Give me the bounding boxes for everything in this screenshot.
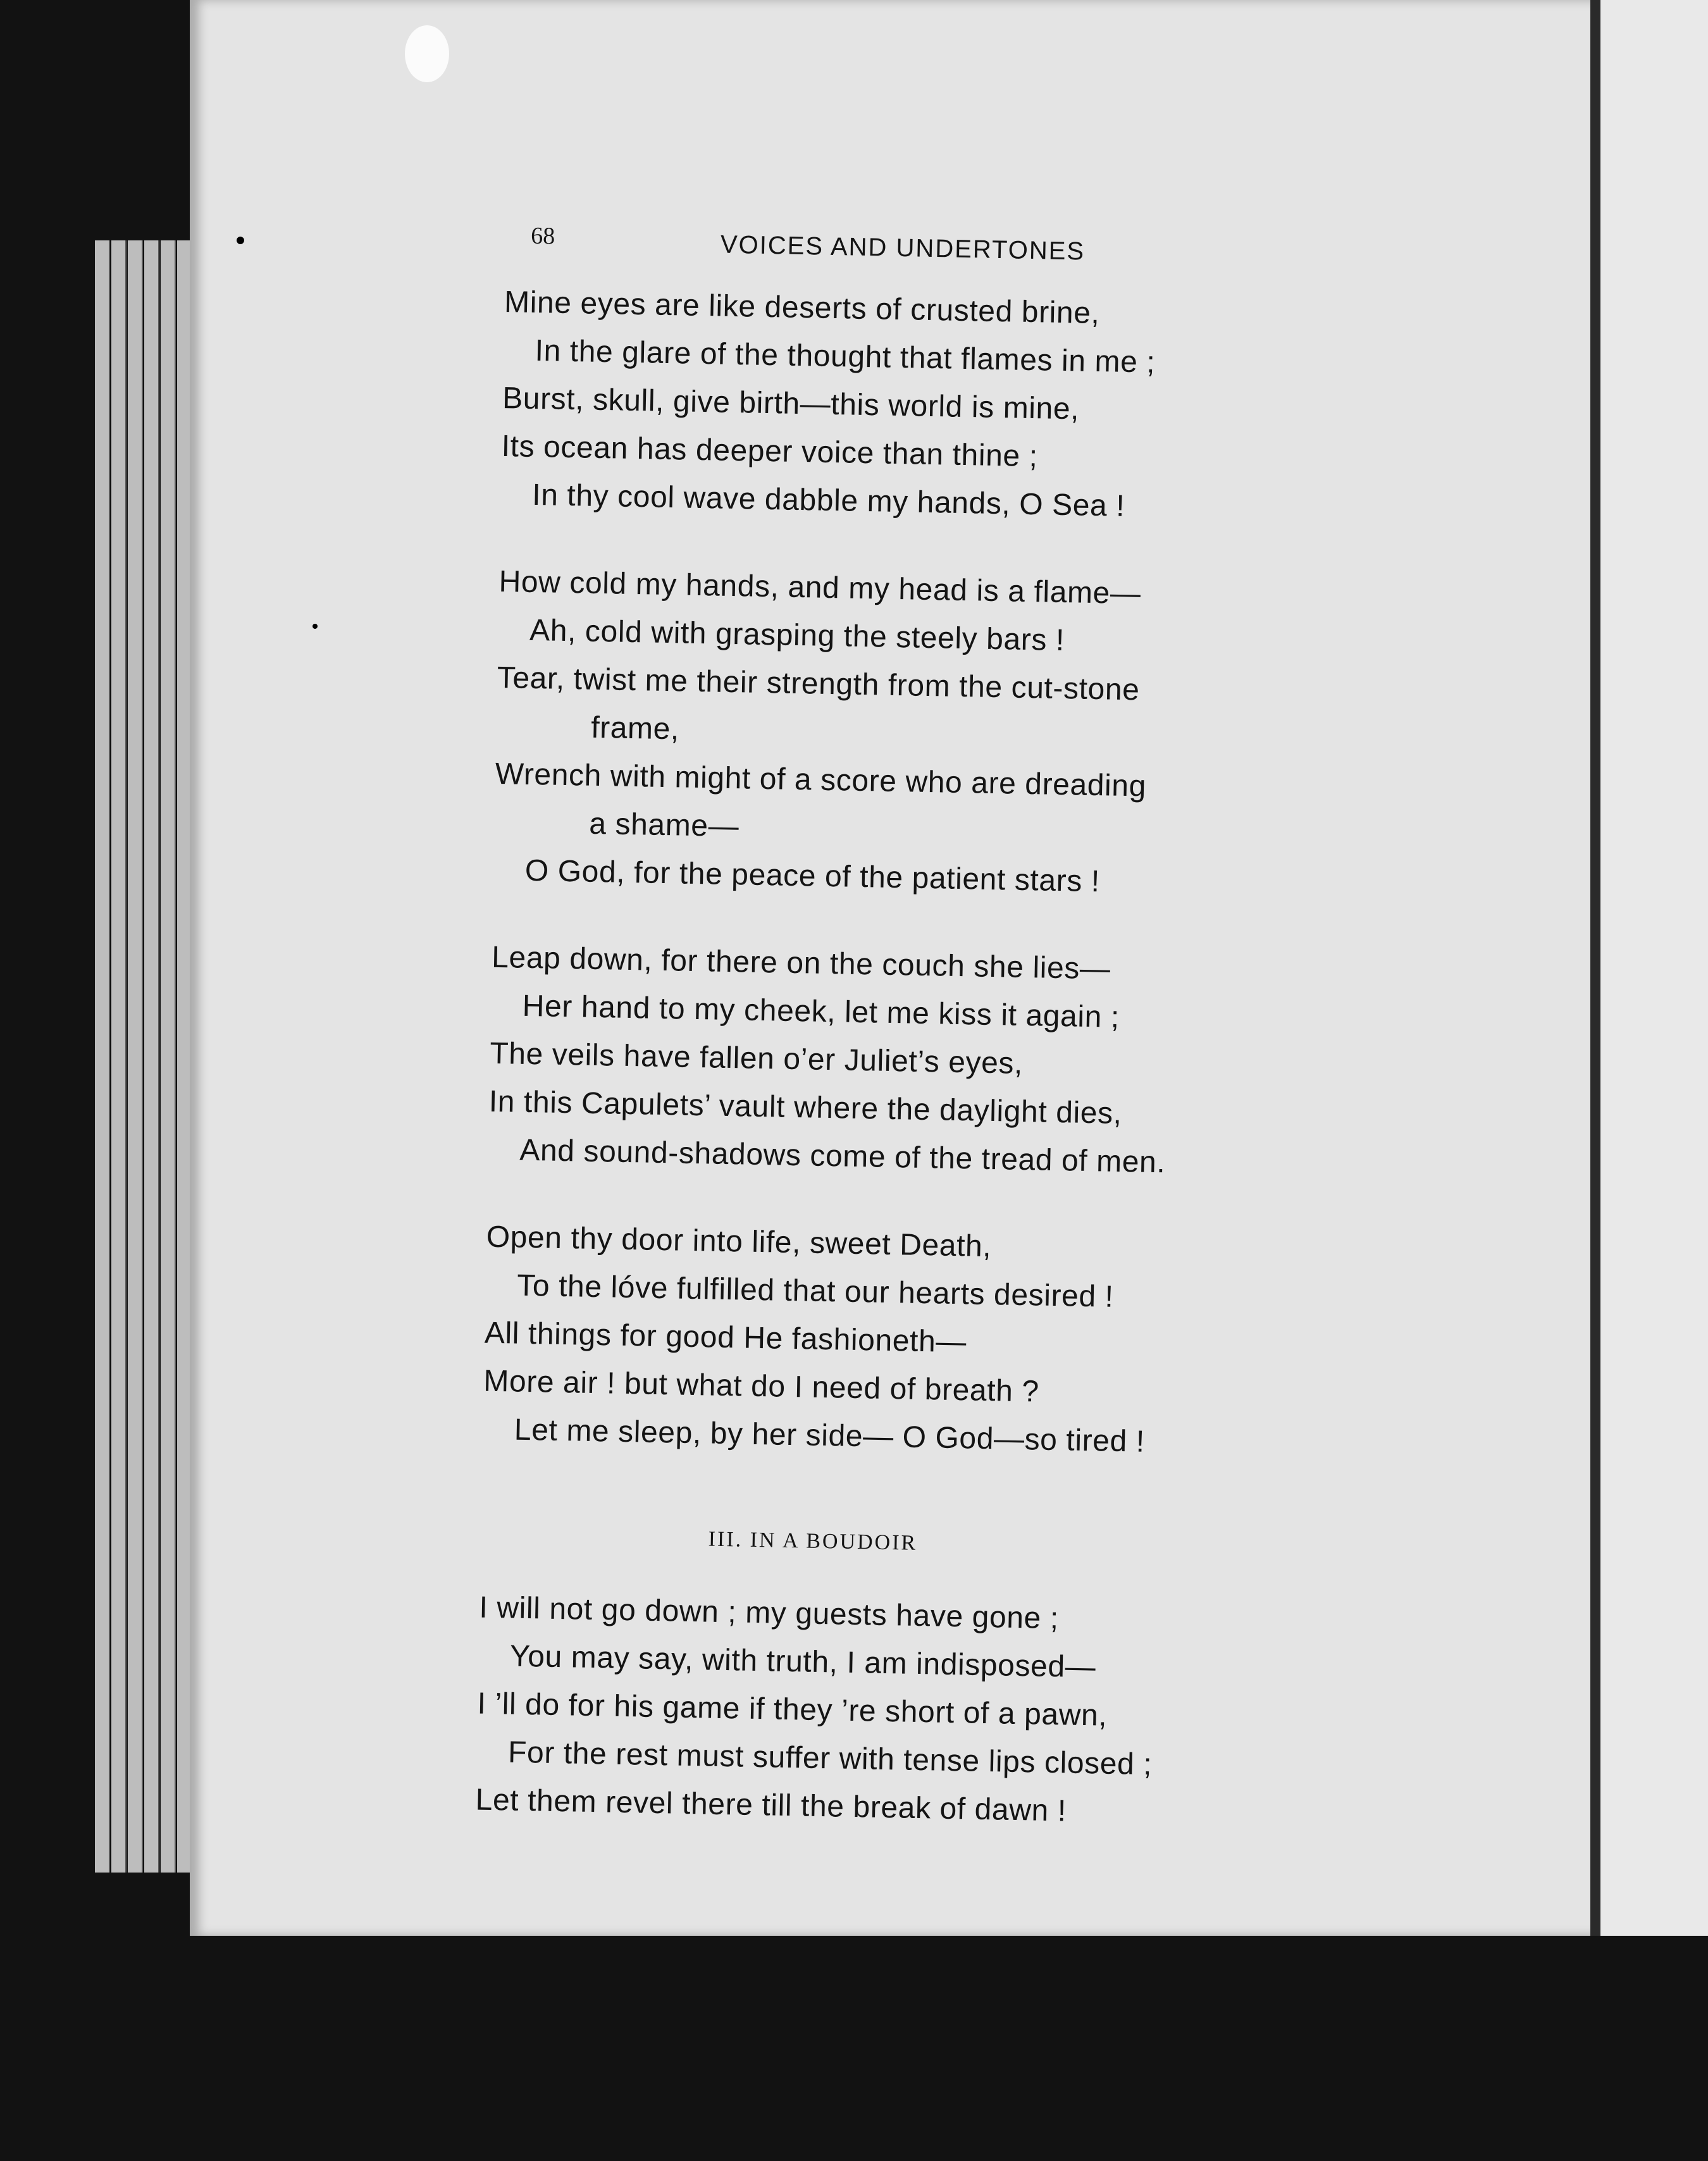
poem-line: In thy cool wave dabble my hands, O Sea ! xyxy=(531,478,1125,523)
page-gutter xyxy=(1590,0,1600,1936)
poem-line: Open thy door into life, sweet Death, xyxy=(486,1220,992,1264)
poem-line: To the lóve fulfilled that our hearts desired ! xyxy=(516,1268,1115,1314)
poem-line: In this Capulets’ vault where the daylight dies, xyxy=(488,1084,1123,1130)
stanza xyxy=(482,1213,1359,1470)
poem-line: frame, xyxy=(590,710,680,746)
stanza xyxy=(500,278,1378,535)
poem-line: a shame— xyxy=(588,807,740,844)
poem-line: How cold my hands, and my head is a flame— xyxy=(498,564,1142,611)
page-text xyxy=(474,209,1379,1880)
section-heading: III. IN A BOUDOIR xyxy=(708,1527,918,1555)
poem-body xyxy=(482,278,1377,1470)
poem-line: Her hand to my cheek, let me kiss it again ; xyxy=(522,989,1120,1034)
adjacent-page-edge xyxy=(1600,0,1708,1936)
poem-line: Let them revel there till the break of dawn ! xyxy=(475,1783,1067,1828)
poem-line: I will not go down ; my guests have gone ; xyxy=(479,1590,1060,1636)
stanza xyxy=(488,934,1365,1191)
poem-line: Tear, twist me their strength from the cut-stone xyxy=(497,660,1140,707)
poem-line: The veils have fallen o’er Juliet’s eyes, xyxy=(489,1036,1024,1080)
poem-line: You may say, with truth, I am indisposed— xyxy=(509,1639,1096,1685)
poem-line: Let me sleep, by her side— O God—so tired ! xyxy=(514,1413,1146,1459)
section-stanza xyxy=(475,1584,1352,1841)
poem-line: Ah, cold with grasping the steely bars ! xyxy=(529,613,1065,658)
ink-speck xyxy=(237,237,244,244)
poem-line: Burst, skull, give birth—this world is mine, xyxy=(502,381,1080,426)
stanza xyxy=(493,558,1372,911)
page-edge xyxy=(144,240,159,1873)
page-number: 68 xyxy=(530,222,555,250)
poem-line: And sound-shadows come of the tread of men. xyxy=(519,1133,1166,1180)
page-edge xyxy=(128,240,143,1873)
poem-line: In the glare of the thought that flames in me ; xyxy=(535,333,1156,380)
poem-line: O God, for the peace of the patient stars ! xyxy=(524,853,1101,899)
running-head-title: VOICES AND UNDERTONES xyxy=(720,230,1086,266)
poem-line: Leap down, for there on the couch she lies— xyxy=(491,940,1111,986)
poem-line: I ’ll do for his game if they ’re short of a pawn, xyxy=(477,1687,1108,1733)
page-edge xyxy=(95,240,110,1873)
ink-speck xyxy=(313,624,318,629)
poem-line: For the rest must suffer with tense lips closed ; xyxy=(507,1735,1153,1782)
poem-line: All things for good He fashioneth— xyxy=(484,1316,967,1359)
poem-line: Its ocean has deeper voice than thine ; xyxy=(501,429,1039,474)
page-edge xyxy=(111,240,127,1873)
paper-blemish xyxy=(405,25,449,82)
scan-background xyxy=(0,1936,1708,2161)
page-edge xyxy=(161,240,176,1873)
poem-line: Mine eyes are like deserts of crusted brine, xyxy=(504,285,1101,331)
poem-line: Wrench with might of a score who are dreading xyxy=(495,757,1147,803)
poem-line: More air ! but what do I need of breath ? xyxy=(483,1364,1040,1409)
